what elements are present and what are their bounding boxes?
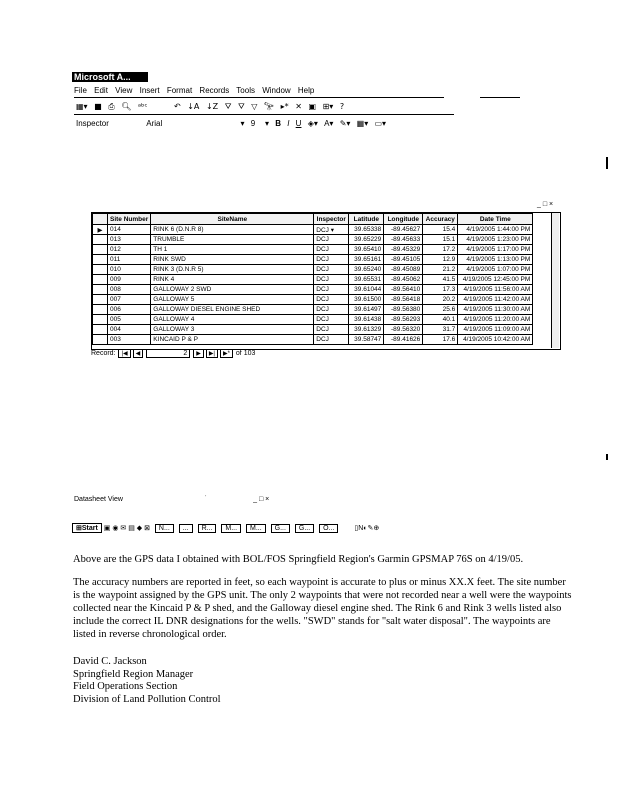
signature-section: Field Operations Section — [73, 681, 178, 692]
status-view: Datasheet View — [74, 496, 123, 503]
cell-inspector[interactable] — [314, 225, 349, 235]
cell-inspector[interactable]: DCJ — [314, 285, 349, 295]
cell-site[interactable]: 010 — [108, 265, 151, 275]
cell-name[interactable]: KINCAID P & P — [151, 335, 314, 345]
cell-longitude[interactable]: -89.56380 — [384, 305, 423, 315]
save-icon[interactable]: ■ — [94, 102, 102, 111]
table-row[interactable] — [93, 315, 533, 325]
cell-longitude[interactable]: -89.45105 — [384, 255, 423, 265]
fill-color-icon[interactable]: ◈▾ — [307, 119, 318, 128]
table-row[interactable] — [93, 235, 533, 245]
cell-accuracy[interactable]: 41.5 — [423, 275, 458, 285]
column-header[interactable]: Longitude — [384, 214, 423, 225]
start-button[interactable]: ⊞Start — [72, 523, 102, 533]
record-number-input[interactable]: 2 — [146, 349, 190, 358]
menu-tools[interactable]: Tools — [236, 86, 255, 95]
formatting-toolbar — [76, 119, 390, 128]
cell-name[interactable]: TH 1 — [151, 245, 314, 255]
row-selector[interactable] — [93, 335, 108, 345]
signature-block — [73, 656, 221, 706]
menu-view[interactable]: View — [115, 86, 133, 95]
new-record-icon[interactable]: ▸* — [280, 102, 289, 111]
cell-site[interactable]: 009 — [108, 275, 151, 285]
column-header[interactable]: Date Time — [458, 214, 533, 225]
cell-longitude[interactable]: -89.45627 — [384, 225, 423, 235]
cell-name[interactable]: TRUMBLE — [151, 235, 314, 245]
cell-name[interactable]: GALLOWAY DIESEL ENGINE SHED — [151, 305, 314, 315]
cell-latitude[interactable]: 39.65240 — [349, 265, 384, 275]
header-row — [93, 214, 533, 225]
cell-accuracy[interactable]: 17.6 — [423, 335, 458, 345]
delete-record-icon[interactable]: ✕ — [295, 102, 302, 111]
quick-launch-icons[interactable]: ▣ ◉ ✉ ▤ ◆ ⊠ — [103, 525, 150, 532]
menu-divider — [74, 97, 444, 98]
preview-icon[interactable]: 🔍︎ — [121, 102, 132, 111]
next-record-icon[interactable]: ▶ — [193, 349, 204, 358]
row-selector[interactable] — [93, 245, 108, 255]
cell-accuracy[interactable]: 40.1 — [423, 315, 458, 325]
cell-datetime[interactable]: 4/19/2005 11:30:00 AM — [458, 305, 533, 315]
cell-inspector[interactable]: DCJ — [314, 255, 349, 265]
cell-longitude[interactable]: -89.45633 — [384, 235, 423, 245]
row-selector[interactable] — [93, 275, 108, 285]
cell-longitude[interactable]: -89.56293 — [384, 315, 423, 325]
font-name-select[interactable]: Arial — [146, 119, 163, 128]
cell-latitude[interactable]: 39.65229 — [349, 235, 384, 245]
column-header[interactable]: Inspector — [314, 214, 349, 225]
taskbar — [72, 523, 608, 537]
cell-name[interactable]: RINK 6 (D.N.R 8) — [151, 225, 314, 235]
cell-longitude[interactable]: -89.45062 — [384, 275, 423, 285]
gridlines-icon[interactable]: ▦▾ — [356, 119, 369, 128]
underline-icon[interactable]: U — [295, 119, 302, 128]
row-selector[interactable] — [93, 325, 108, 335]
cell-accuracy[interactable]: 25.6 — [423, 305, 458, 315]
print-icon[interactable]: ⎙ — [108, 102, 115, 111]
column-header[interactable]: SiteName — [151, 214, 314, 225]
database-window-icon[interactable]: ▣ — [308, 102, 317, 111]
row-selector-header[interactable] — [93, 214, 108, 225]
status-indicator-icon: ˙ — [204, 496, 208, 503]
status-window-controls[interactable]: _ □ × — [253, 496, 270, 503]
table-row[interactable] — [93, 265, 533, 275]
cell-longitude[interactable]: -89.56418 — [384, 295, 423, 305]
cell-inspector[interactable]: DCJ — [314, 235, 349, 245]
cell-site[interactable]: 006 — [108, 305, 151, 315]
menu-file[interactable]: File — [74, 86, 87, 95]
menu-records[interactable]: Records — [199, 86, 230, 95]
standard-toolbar — [76, 102, 348, 112]
cell-latitude[interactable]: 39.65531 — [349, 275, 384, 285]
cell-inspector-value: DCJ — [316, 226, 329, 234]
spelling-icon[interactable]: ᵃᵇᶜ — [137, 102, 148, 111]
cell-longitude[interactable]: -89.41626 — [384, 335, 423, 345]
cell-latitude[interactable]: 39.61438 — [349, 315, 384, 325]
view-icon[interactable]: ▦▾ — [76, 102, 88, 111]
cell-longitude[interactable]: -89.56410 — [384, 285, 423, 295]
cell-accuracy[interactable]: 17.3 — [423, 285, 458, 295]
signature-title: Springfield Region Manager — [73, 668, 194, 680]
cell-site[interactable]: 013 — [108, 235, 151, 245]
dropdown-icon[interactable]: ▾ — [330, 226, 335, 234]
cell-datetime[interactable]: 4/19/2005 1:17:00 PM — [458, 245, 533, 255]
cell-inspector[interactable]: DCJ — [314, 315, 349, 325]
previous-record-icon[interactable]: ◀ — [133, 349, 144, 358]
row-selector[interactable] — [93, 235, 108, 245]
memo-body: The accuracy numbers are reported in feet, so each waypoint is accurate to plus or minus XX.X feet. The site number is the waypoint assigned by the GPS unit. The only 2 waypoints that were not recorded near a well were the waypoints collected near the Kincaid P & P shed, and the Galloway diesel engine shed. The Rink 6 and Rink 3 wells listed also include the correct IL DNR designations for the wells. "SWD" stands for "salt water disposal". The waypoints are listed in reverse chronological order. — [73, 577, 572, 640]
sort-ascending-icon[interactable]: ↓A — [187, 102, 200, 111]
table-row[interactable] — [93, 335, 533, 345]
cell-site[interactable]: 014 — [108, 225, 151, 235]
new-object-icon[interactable]: ⊞▾ — [322, 102, 334, 111]
first-record-icon[interactable]: |◀ — [118, 349, 130, 358]
taskbar-item[interactable]: ... — [179, 524, 193, 533]
cell-datetime[interactable]: 4/19/2005 11:09:00 AM — [458, 325, 533, 335]
cell-inspector[interactable]: DCJ — [314, 325, 349, 335]
find-icon[interactable]: 🔭︎ — [263, 102, 275, 111]
menu-format[interactable]: Format — [166, 86, 193, 95]
record-navigator — [91, 349, 255, 358]
cell-latitude[interactable]: 39.65410 — [349, 245, 384, 255]
special-effect-icon[interactable]: ▭▾ — [374, 119, 387, 128]
row-selector[interactable] — [93, 265, 108, 275]
system-tray-icons[interactable]: ▯N◐✎⊕ — [354, 525, 380, 532]
filter-form-icon[interactable]: ⛛ — [237, 102, 245, 111]
cell-datetime[interactable]: 4/19/2005 11:56:00 AM — [458, 285, 533, 295]
cell-name[interactable]: RINK SWD — [151, 255, 314, 265]
taskbar-item[interactable]: O... — [319, 524, 338, 533]
table-row[interactable] — [93, 245, 533, 255]
cell-name[interactable]: GALLOWAY 4 — [151, 315, 314, 325]
row-selector[interactable] — [93, 255, 108, 265]
table-row[interactable] — [93, 295, 533, 305]
italic-icon[interactable]: I — [287, 119, 290, 128]
menu-divider-right — [480, 97, 520, 98]
record-total: of 103 — [235, 350, 256, 357]
cell-datetime[interactable]: 4/19/2005 1:07:00 PM — [458, 265, 533, 275]
memo-intro: Above are the GPS data I obtained with BOL/FOS Springfield Region's Garmin GPSMAP 76S on 4/19/05. — [73, 554, 524, 565]
cell-datetime[interactable]: 4/19/2005 12:45:00 PM — [458, 275, 533, 285]
filter-icon[interactable]: ⛛ — [224, 102, 232, 111]
cell-name[interactable]: GALLOWAY 3 — [151, 325, 314, 335]
cell-name[interactable]: GALLOWAY 2 SWD — [151, 285, 314, 295]
signature-division: Division of Land Pollution Control — [73, 693, 221, 705]
cell-name[interactable]: RINK 4 — [151, 275, 314, 285]
cell-accuracy[interactable]: 20.2 — [423, 295, 458, 305]
vertical-scrollbar[interactable] — [551, 213, 559, 348]
signature-name: David C. Jackson — [73, 656, 147, 667]
table-row[interactable] — [93, 285, 533, 295]
cell-accuracy[interactable]: 15.1 — [423, 235, 458, 245]
cell-accuracy[interactable]: 21.2 — [423, 265, 458, 275]
cell-datetime[interactable]: 4/19/2005 10:42:00 AM — [458, 335, 533, 345]
cell-site[interactable]: 012 — [108, 245, 151, 255]
cell-accuracy[interactable]: 12.9 — [423, 255, 458, 265]
column-header[interactable]: Site Number — [108, 214, 151, 225]
cell-accuracy[interactable]: 31.7 — [423, 325, 458, 335]
cell-inspector[interactable]: DCJ — [314, 275, 349, 285]
cell-latitude[interactable]: 39.61044 — [349, 285, 384, 295]
font-size-select[interactable]: 9 — [250, 119, 256, 128]
bold-icon[interactable]: B — [275, 119, 281, 128]
taskbar-item[interactable]: N... — [155, 524, 174, 533]
cell-latitude[interactable]: 39.65338 — [349, 225, 384, 235]
new-record-nav-icon[interactable]: ▶* — [220, 349, 233, 358]
cell-accuracy[interactable]: 17.2 — [423, 245, 458, 255]
cell-latitude[interactable]: 39.61329 — [349, 325, 384, 335]
menu-bar — [74, 86, 319, 95]
cell-latitude[interactable]: 39.61497 — [349, 305, 384, 315]
menu-insert[interactable]: Insert — [139, 86, 160, 95]
cell-inspector[interactable]: DCJ — [314, 305, 349, 315]
undo-icon[interactable]: ↶ — [173, 102, 181, 111]
menu-window[interactable]: Window — [262, 86, 291, 95]
row-selector[interactable] — [93, 295, 108, 305]
table-row[interactable] — [93, 225, 533, 235]
datasheet-table — [92, 213, 533, 345]
toolbar-divider — [74, 114, 454, 115]
edge-mark — [606, 157, 608, 169]
cell-site[interactable]: 011 — [108, 255, 151, 265]
cell-datetime[interactable]: 4/19/2005 11:20:00 AM — [458, 315, 533, 325]
cell-inspector[interactable]: DCJ — [314, 245, 349, 255]
app-title: Microsoft A... — [74, 72, 131, 82]
menu-help[interactable]: Help — [297, 86, 315, 95]
font-dropdown-icon[interactable]: ▾ — [240, 119, 245, 128]
cell-longitude[interactable]: -89.56320 — [384, 325, 423, 335]
taskbar-item[interactable]: G... — [271, 524, 290, 533]
cell-latitude[interactable]: 39.58747 — [349, 335, 384, 345]
cell-site[interactable]: 003 — [108, 335, 151, 345]
cell-name[interactable]: GALLOWAY 5 — [151, 295, 314, 305]
taskbar-item[interactable]: M... — [246, 524, 266, 533]
start-label: Start — [81, 525, 98, 532]
cell-longitude[interactable]: -89.45329 — [384, 245, 423, 255]
cell-site[interactable]: 004 — [108, 325, 151, 335]
cell-inspector[interactable]: DCJ — [314, 295, 349, 305]
current-record-icon[interactable]: ▶ — [93, 225, 108, 235]
cell-site[interactable]: 007 — [108, 295, 151, 305]
table-row[interactable] — [93, 305, 533, 315]
datasheet-window — [91, 212, 561, 350]
status-bar — [74, 496, 269, 503]
row-selector[interactable] — [93, 315, 108, 325]
table-row[interactable] — [93, 275, 533, 285]
help-icon[interactable]: ? — [339, 102, 345, 111]
table-row[interactable] — [93, 325, 533, 335]
field-select[interactable]: Inspector — [76, 119, 109, 128]
menu-edit[interactable]: Edit — [94, 86, 108, 95]
apply-filter-icon[interactable]: ▽ — [251, 102, 258, 111]
cell-longitude[interactable]: -89.45089 — [384, 265, 423, 275]
last-record-icon[interactable]: ▶| — [206, 349, 218, 358]
font-color-icon[interactable]: A▾ — [324, 119, 334, 128]
cell-site[interactable]: 008 — [108, 285, 151, 295]
edge-mark — [606, 454, 608, 460]
datasheet-window-controls[interactable]: _ □ × — [537, 201, 554, 208]
chevron-down-icon[interactable]: ▾ — [264, 119, 269, 128]
taskbar-item[interactable]: R... — [198, 524, 217, 533]
cell-datetime[interactable]: 4/19/2005 1:23:00 PM — [458, 235, 533, 245]
column-header[interactable]: Accuracy — [423, 214, 458, 225]
record-label: Record: — [91, 350, 116, 357]
cell-site[interactable]: 005 — [108, 315, 151, 325]
taskbar-item[interactable]: M... — [221, 524, 241, 533]
sort-descending-icon[interactable]: ↓Z — [205, 102, 219, 111]
cell-inspector[interactable]: DCJ — [314, 265, 349, 275]
row-selector[interactable] — [93, 285, 108, 295]
cell-datetime[interactable]: 4/19/2005 1:44:00 PM — [458, 225, 533, 235]
app-title-bar — [72, 72, 148, 82]
line-color-icon[interactable]: ✎▾ — [339, 119, 351, 128]
cell-latitude[interactable]: 39.65161 — [349, 255, 384, 265]
table-row[interactable] — [93, 255, 533, 265]
taskbar-item-active[interactable]: G... — [295, 524, 314, 533]
column-header[interactable]: Latitude — [349, 214, 384, 225]
cell-inspector[interactable]: DCJ — [314, 335, 349, 345]
cell-accuracy[interactable]: 15.4 — [423, 225, 458, 235]
cell-latitude[interactable]: 39.61500 — [349, 295, 384, 305]
cell-name[interactable]: RINK 3 (D.N.R 5) — [151, 265, 314, 275]
cell-datetime[interactable]: 4/19/2005 1:13:00 PM — [458, 255, 533, 265]
cell-datetime[interactable]: 4/19/2005 11:42:00 AM — [458, 295, 533, 305]
row-selector[interactable] — [93, 305, 108, 315]
